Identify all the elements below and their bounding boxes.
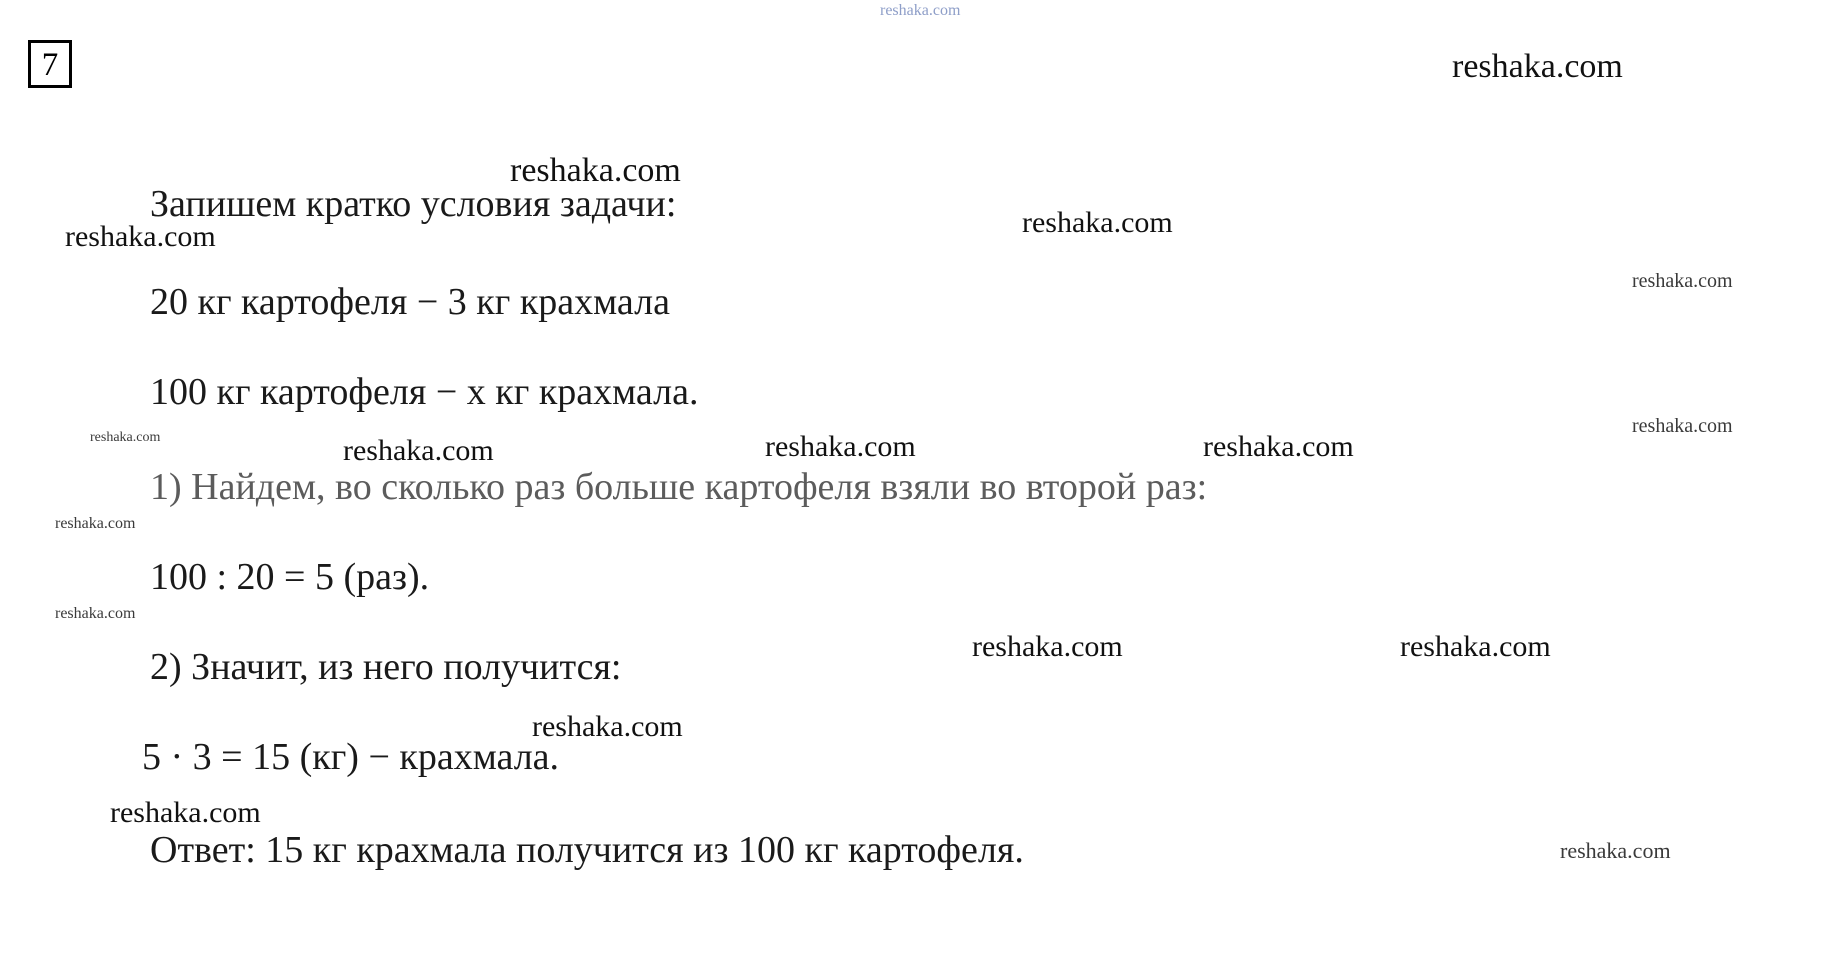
watermark-text: reshaka.com bbox=[110, 796, 261, 829]
solution-line: 100 кг картофеля − x кг крахмала. bbox=[150, 371, 699, 413]
watermark-text: reshaka.com bbox=[1203, 430, 1354, 463]
watermark-text: reshaka.com bbox=[532, 710, 683, 743]
watermark-text: reshaka.com bbox=[1560, 838, 1671, 863]
watermark-text: reshaka.com bbox=[90, 430, 161, 445]
watermark-text: reshaka.com bbox=[55, 605, 136, 622]
task-number-box: 7 bbox=[28, 40, 72, 88]
watermark-text: reshaka.com bbox=[972, 630, 1123, 663]
watermark-text: reshaka.com bbox=[343, 434, 494, 467]
watermark-text: reshaka.com bbox=[510, 152, 681, 189]
watermark-text: reshaka.com bbox=[1632, 270, 1733, 292]
watermark-text: reshaka.com bbox=[1400, 630, 1551, 663]
watermark-text: reshaka.com bbox=[1452, 48, 1623, 85]
watermark-text: reshaka.com bbox=[55, 515, 136, 532]
solution-line: 2) Значит, из него получится: bbox=[150, 646, 622, 688]
solution-line: 1) Найдем, во сколько раз больше картофеля взяли во второй раз: bbox=[150, 466, 1208, 508]
watermark-text: reshaka.com bbox=[1022, 206, 1173, 239]
watermark-text: reshaka.com bbox=[765, 430, 916, 463]
solution-line: 20 кг картофеля − 3 кг крахмала bbox=[150, 281, 670, 323]
watermark-text: reshaka.com bbox=[65, 220, 216, 253]
solution-line: Запишем кратко условия задачи: bbox=[150, 183, 677, 225]
solution-line: Ответ: 15 кг крахмала получится из 100 кг картофеля. bbox=[150, 829, 1024, 871]
solution-line: 100 : 20 = 5 (раз). bbox=[150, 556, 430, 598]
solution-line: 5 · 3 = 15 (кг) − крахмала. bbox=[142, 736, 560, 778]
watermark-text: reshaka.com bbox=[880, 2, 961, 19]
watermark-text: reshaka.com bbox=[1632, 415, 1733, 437]
